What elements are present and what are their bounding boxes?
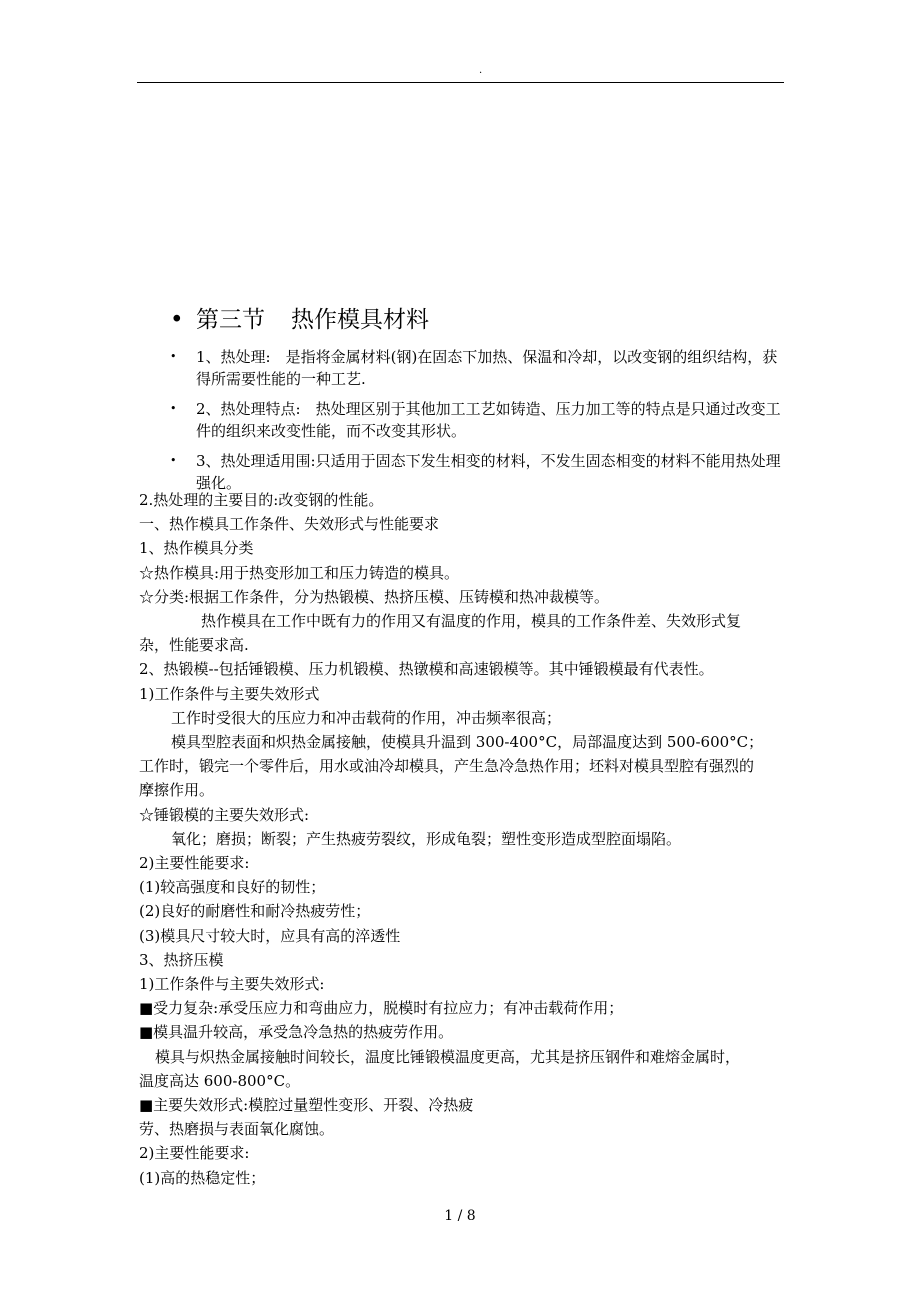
text-line: 杂，性能要求高.: [139, 636, 249, 655]
list-item: [170, 346, 786, 390]
text-line: 2)主要性能要求:: [139, 854, 250, 873]
page-number: 1 / 8: [444, 1208, 476, 1224]
text-line: ☆分类:根据工作条件，分为热锻模、热挤压模、压铸模和热冲裁模等。: [139, 587, 610, 606]
section-bullet: •: [170, 307, 184, 333]
text-line: 2)主要性能要求:: [139, 1144, 250, 1163]
text-line: 2.热处理的主要目的:改变钢的性能。: [139, 491, 384, 509]
section-heading: [170, 304, 429, 336]
text-line: 摩擦作用。: [139, 781, 215, 800]
bullet-dot: •: [170, 350, 177, 363]
text-line: ☆热作模具:用于热变形加工和压力铸造的模具。: [139, 563, 460, 582]
list-item: [170, 398, 786, 442]
text-line: ■主要失效形式:模腔过量塑性变形、开裂、冷热疲: [139, 1096, 474, 1115]
text-line: 1)工作条件与主要失效形式:: [139, 975, 325, 994]
text-line: 模具与炽热金属接触时间较长，温度比锤锻模温度更高，尤其是挤压钢件和难熔金属时，: [155, 1047, 741, 1066]
text-line: 一、热作模具工作条件、失效形式与性能要求: [139, 515, 440, 534]
list-item-text: 1、热处理: 是指将金属材料(钢)在固态下加热、保温和冷却，以改变钢的组织结构，获得所需要性能的一种工艺.: [196, 348, 778, 388]
text-line: 热作模具在工作中既有力的作用又有温度的作用，模具的工作条件差、失效形式复: [201, 612, 742, 631]
text-line: 氧化；磨损；断裂；产生热疲劳裂纹，形成龟裂；塑性变形造成型腔面塌陷。: [171, 829, 682, 848]
section-title: 热作模具材料: [291, 307, 429, 333]
text-line: ☆锤锻模的主要失效形式:: [139, 805, 310, 824]
text-line: ■模具温升较高，承受急冷急热的热疲劳作用。: [139, 1023, 454, 1042]
text-line: (3)模具尺寸较大时，应具有高的淬透性: [139, 926, 401, 945]
bullet-dot: •: [170, 454, 177, 467]
header-rule: [137, 82, 784, 83]
section-label: 第三节: [196, 307, 265, 333]
text-line: 温度高达 600-800°C。: [139, 1071, 301, 1090]
text-line: (1)高的热稳定性；: [139, 1168, 266, 1187]
text-line: (2)良好的耐磨性和耐冷热疲劳性；: [139, 902, 371, 921]
text-line: 3、热挤压模: [139, 950, 224, 969]
definition-list: [170, 346, 786, 502]
bullet-dot: •: [170, 402, 177, 415]
text-line: 工作时受很大的压应力和冲击载荷的作用，冲击频率很高；: [171, 708, 562, 727]
text-line: ■受力复杂:承受压应力和弯曲应力，脱模时有拉应力；有冲击载荷作用；: [139, 999, 624, 1018]
header-mark: .: [479, 65, 483, 76]
text-line: 劳、热磨损与表面氧化腐蚀。: [139, 1120, 335, 1139]
list-item-text: 2、热处理特点: 热处理区别于其他加工工艺如铸造、压力加工等的特点是只通过改变工件的组织来改变性能，而不改变其形状。: [196, 400, 781, 440]
text-line: 1、热作模具分类: [139, 539, 254, 558]
text-line: (1)较高强度和良好的韧性；: [139, 878, 326, 897]
body-text: [139, 488, 785, 1190]
text-line: 2、热锻模--包括锤锻模、压力机锻模、热镦模和高速锻模等。其中锤锻模最有代表性。: [139, 660, 714, 679]
list-item-text: 3、热处理适用围:只适用于固态下发生相变的材料，不发生固态相变的材料不能用热处理强化。: [196, 452, 781, 492]
text-line: 1)工作条件与主要失效形式: [139, 684, 320, 703]
text-line: 工作时，锻完一个零件后，用水或油冷却模具，产生急冷急热作用；坯料对模具型腔有强烈的: [139, 757, 755, 776]
text-line: 模具型腔表面和炽热金属接触，使模具升温到 300-400°C，局部温度达到 500-600°C；: [171, 733, 764, 752]
